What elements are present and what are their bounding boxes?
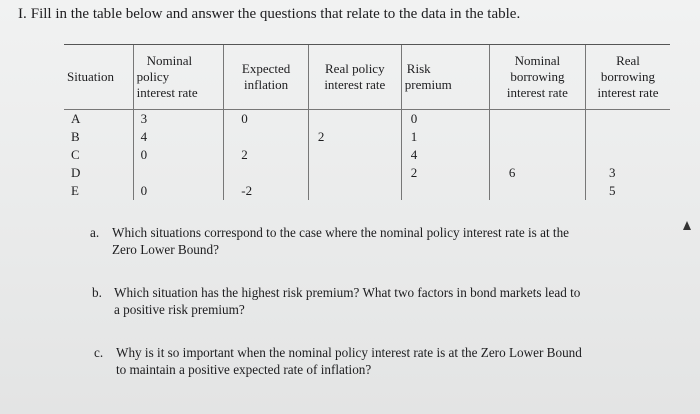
situation-column <box>64 110 133 201</box>
data-table <box>64 44 670 200</box>
table-cell <box>411 182 486 200</box>
question-text: Why is it so important when the nominal policy interest rate is at the Zero Lower Bound <box>116 345 582 360</box>
header-nominal-borrowing: Nominal borrowing interest rate <box>489 45 585 110</box>
table-cell <box>609 110 667 128</box>
table-cell <box>318 110 398 128</box>
question-b <box>92 284 682 318</box>
situation-cell: A <box>71 111 81 126</box>
table-cell: 4 <box>140 129 148 144</box>
header-nominal-policy: Nominal policy interest rate <box>133 45 224 110</box>
table-cell <box>509 128 582 146</box>
real-policy-column <box>308 110 401 201</box>
table-cell <box>509 146 582 164</box>
question-text-continued: a positive risk premium? <box>114 302 245 317</box>
nominal-policy-column <box>133 110 224 201</box>
risk-premium-column <box>401 110 489 201</box>
table-cell: 0 <box>140 147 148 162</box>
table-cell <box>509 182 582 200</box>
title-text: Fill in the table below and answer the questions that relate to the data in the table. <box>30 6 521 22</box>
table-cell: -2 <box>241 183 253 198</box>
table-cell <box>241 128 305 146</box>
question-text-continued: Zero Lower Bound? <box>112 242 219 257</box>
situation-cell: D <box>71 165 81 180</box>
table-cell <box>318 146 398 164</box>
table-cell: 0 <box>241 111 248 126</box>
table-cell <box>609 146 667 164</box>
nominal-borrowing-column <box>489 110 585 201</box>
table-cell: 4 <box>410 147 418 162</box>
question-c <box>94 344 684 378</box>
table-body-row <box>64 110 670 201</box>
cursor-arrow-icon <box>683 221 691 230</box>
header-situation: Situation <box>64 45 133 110</box>
header-real-borrowing: Real borrowing interest rate <box>585 45 670 110</box>
table-cell <box>318 164 398 182</box>
table-cell <box>318 182 398 200</box>
question-number: I. <box>18 6 27 22</box>
table-cell: 0 <box>410 111 418 126</box>
table-cell: 5 <box>608 183 616 198</box>
question-text-continued: to maintain a positive expected rate of inflation? <box>116 362 372 377</box>
table-cell <box>241 164 305 182</box>
expected-inflation-column <box>224 110 309 201</box>
table-cell: 0 <box>140 183 148 198</box>
table-cell: 2 <box>317 129 325 144</box>
header-risk-premium: Risk premium <box>401 45 489 110</box>
header-expected-inflation: Expected inflation <box>224 45 309 110</box>
real-borrowing-column <box>585 110 670 201</box>
table-header-row <box>64 45 670 110</box>
table-cell: 3 <box>140 111 148 126</box>
table-cell: 2 <box>410 165 418 180</box>
table-cell: 3 <box>608 165 616 180</box>
situation-cell: B <box>71 129 80 144</box>
question-label: b. <box>92 285 102 300</box>
header-real-policy: Real policy interest rate <box>308 45 401 110</box>
table-cell <box>609 128 667 146</box>
situation-cell: C <box>71 147 80 162</box>
table-cell: 6 <box>508 165 516 180</box>
table-cell: 2 <box>241 147 248 162</box>
situation-cell: E <box>71 183 79 198</box>
question-label: a. <box>90 225 100 240</box>
table-cell <box>509 110 582 128</box>
table-cell: 1 <box>410 129 418 144</box>
question-label: c. <box>94 345 104 360</box>
question-text: Which situation has the highest risk premium? What two factors in bond markets lead to <box>114 285 581 300</box>
question-text: Which situations correspond to the case where the nominal policy interest rate is at the <box>112 225 570 240</box>
page-title <box>18 6 520 23</box>
table-cell <box>141 164 221 182</box>
question-a <box>90 224 680 258</box>
